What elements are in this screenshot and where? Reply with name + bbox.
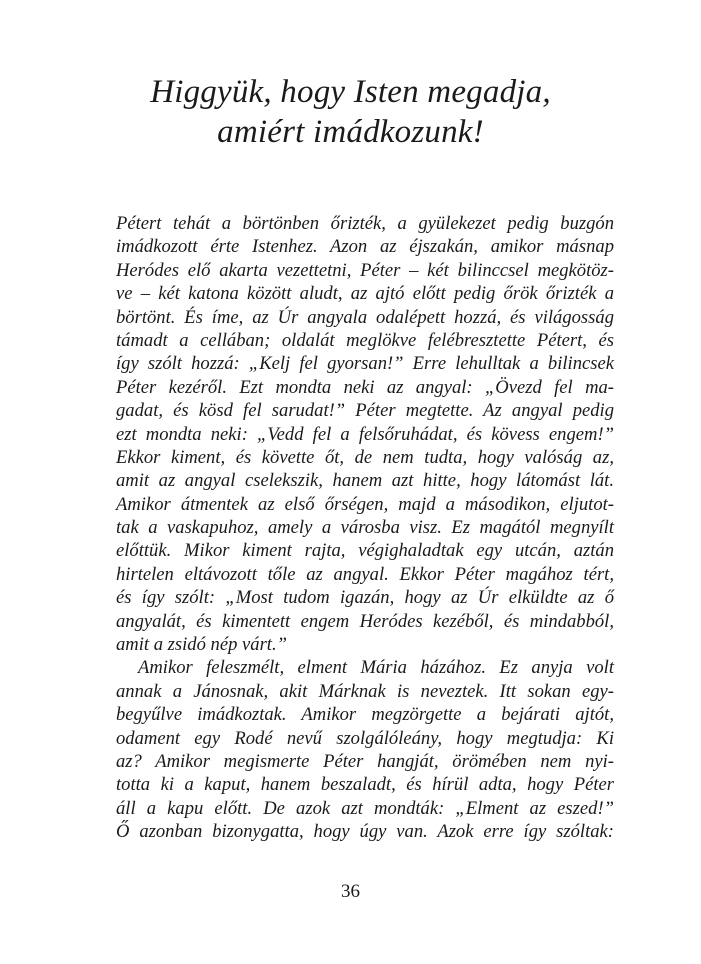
text-line: odament egy Rodé nevű szolgálóleány, hogy megtudja: Ki	[116, 727, 614, 749]
page-number: 36	[341, 881, 360, 902]
text-line: hirtelen eltávozott tőle az angyal. Ekkor Péter magához tért,	[116, 563, 614, 585]
text-line: annak a Jánosnak, akit Márknak is neveztek. Itt sokan egy-	[116, 680, 614, 702]
text-line: Ő azonban bizonygatta, hogy úgy van. Azok erre így szóltak:	[116, 821, 614, 843]
text-line: Ekkor kiment, és követte őt, de nem tudta, hogy valóság az,	[116, 446, 614, 468]
text-line: Amikor átmentek az első őrségen, majd a másodikon, eljutot-	[116, 493, 614, 515]
text-line: imádkozott érte Istenhez. Azon az éjszakán, amikor másnap	[116, 236, 614, 258]
text-line: áll a kapu előtt. De azok azt mondták: „Elment az eszed!”	[116, 797, 614, 819]
text-line: így szólt hozzá: „Kelj fel gyorsan!” Erre lehulltak a bilincsek	[116, 353, 614, 375]
body-text	[116, 212, 614, 844]
text-line: támadt a cellában; oldalát meglökve felébresztette Pétert, és	[116, 329, 614, 351]
page-title	[0, 72, 701, 152]
text-line: Péter kezéről. Ezt mondta neki az angyal: „Övezd fel ma-	[116, 376, 614, 398]
text-line: begyűlve imádkoztak. Amikor megzörgette a bejárati ajtót,	[116, 704, 614, 726]
text-line: amit a zsidó nép várt.”	[116, 634, 287, 656]
text-line: gadat, és kösd fel sarudat!” Péter megtette. Az angyal pedig	[116, 400, 614, 422]
text-line: ezt mondta neki: „Vedd fel a felsőruhádat, és kövess engem!”	[116, 423, 614, 445]
text-line: totta ki a kaput, hanem beszaladt, és hírül adta, hogy Péter	[116, 774, 614, 796]
text-line: amit az angyal cselekszik, hanem azt hitte, hogy látomást lát.	[116, 470, 614, 492]
text-line: az? Amikor megismerte Péter hangját, örömében nem nyi-	[116, 750, 614, 772]
text-line: Heródes elő akarta vezettetni, Péter – két bilinccsel megkötöz-	[116, 259, 614, 281]
paragraph-2	[116, 656, 614, 843]
text-line: és így szólt: „Most tudom igazán, hogy az Úr elküldte az ő	[116, 587, 614, 609]
text-line: Pétert tehát a börtönben őrizték, a gyülekezet pedig buzgón	[116, 213, 614, 234]
title-line-1: Higgyük, hogy Isten megadja,	[150, 74, 551, 110]
text-line: börtönt. És íme, az Úr angyala odalépett hozzá, és világosság	[116, 306, 614, 328]
text-line: előttük. Mikor kiment rajta, végighaladtak egy utcán, aztán	[116, 540, 614, 562]
text-line: ve – két katona között aludt, az ajtó előtt pedig őrök őrizték a	[116, 283, 614, 305]
paragraph-1	[116, 212, 614, 656]
text-line: tak a vaskapuhoz, amely a városba visz. Ez magától megnyílt	[116, 517, 614, 539]
title-line-2: amiért imádkozunk!	[217, 114, 484, 150]
text-line: angyalát, és kimentett engem Heródes kezéből, és mindabból,	[116, 610, 614, 632]
text-line: Amikor feleszmélt, elment Mária házához. Ez anyja volt	[138, 657, 614, 679]
